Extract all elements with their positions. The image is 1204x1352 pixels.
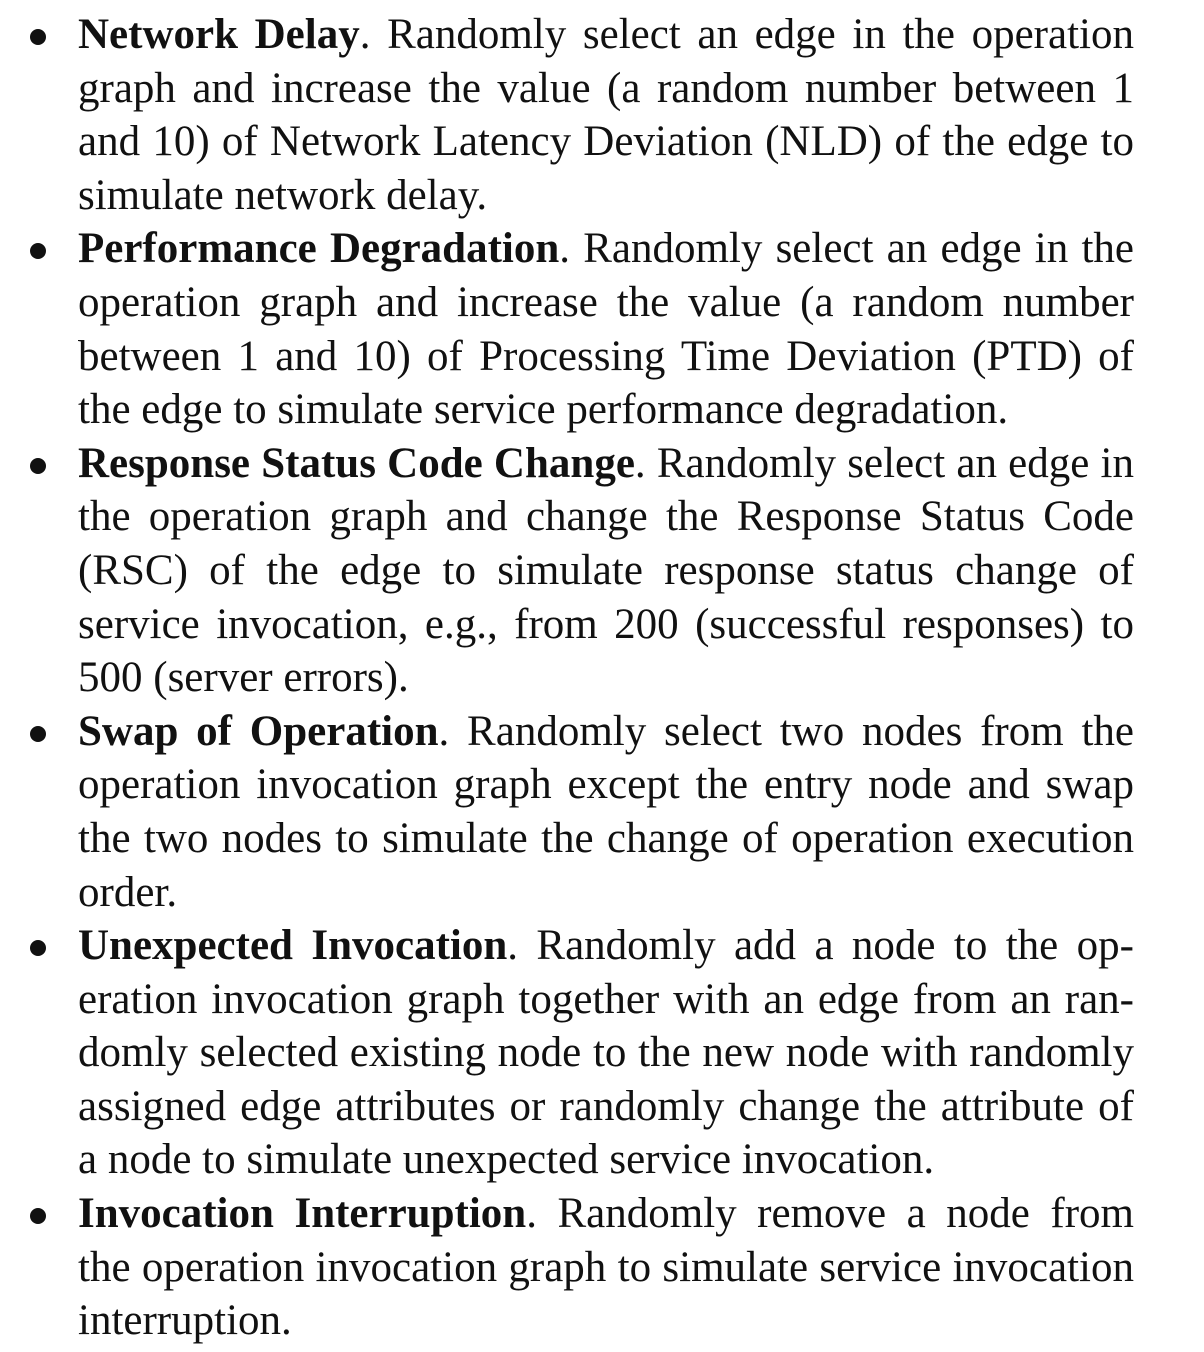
item-term: Invocation Interruption — [78, 1190, 527, 1238]
bullet-icon — [30, 29, 46, 45]
item-description: . Randomly add a node to the operation invocation graph together with an edge from an randomly selected existing node to the new node with randomly assigned edge attributes or randomly change the attribute of a node to simulate unexpected service invocation. — [78, 922, 1134, 1184]
item-term: Performance Degradation — [78, 225, 560, 273]
list-item-swap-of-operation — [78, 705, 1134, 919]
list-item-response-status-code-change — [78, 437, 1134, 705]
bullet-icon — [30, 1208, 46, 1224]
item-description: . Randomly remove a node from the operation invocation graph to simulate service invocation interruption. — [78, 1190, 1134, 1345]
list-item-performance-degradation — [78, 222, 1134, 436]
item-description: . Randomly select an edge in the operation graph and increase the value (a random number between 1 and 10) of Network Latency Deviation (NLD) of the edge to simulate network delay. — [78, 11, 1134, 219]
bullet-icon — [30, 458, 46, 474]
fault-type-list — [78, 8, 1134, 1348]
item-term: Swap of Operation — [78, 707, 439, 755]
bullet-icon — [30, 940, 46, 956]
bullet-icon — [30, 243, 46, 259]
item-description: . Randomly select an edge in the operation graph and increase the value (a random number between 1 and 10) of Processing Time Deviation (PTD) of the edge to simulate service performance degradation. — [78, 225, 1134, 434]
item-term: Unexpected Invocation — [78, 922, 508, 970]
bullet-icon — [30, 726, 46, 742]
item-term: Response Status Code Change — [78, 439, 635, 487]
list-item-invocation-interruption — [78, 1187, 1134, 1348]
item-term: Network Delay — [78, 11, 360, 58]
item-description: . Randomly select an edge in the operation graph and change the Response Status Code (RSC) of the edge to simulate response status change of service invocation, e.g., from 200 (successful responses) to 500 (server errors). — [78, 439, 1134, 702]
list-item-unexpected-invocation — [78, 919, 1134, 1187]
list-item-network-delay — [78, 8, 1134, 222]
item-description: . Randomly select two nodes from the operation invocation graph except the entry node and swap the two nodes to simulate the change of operation execution order. — [78, 707, 1135, 916]
